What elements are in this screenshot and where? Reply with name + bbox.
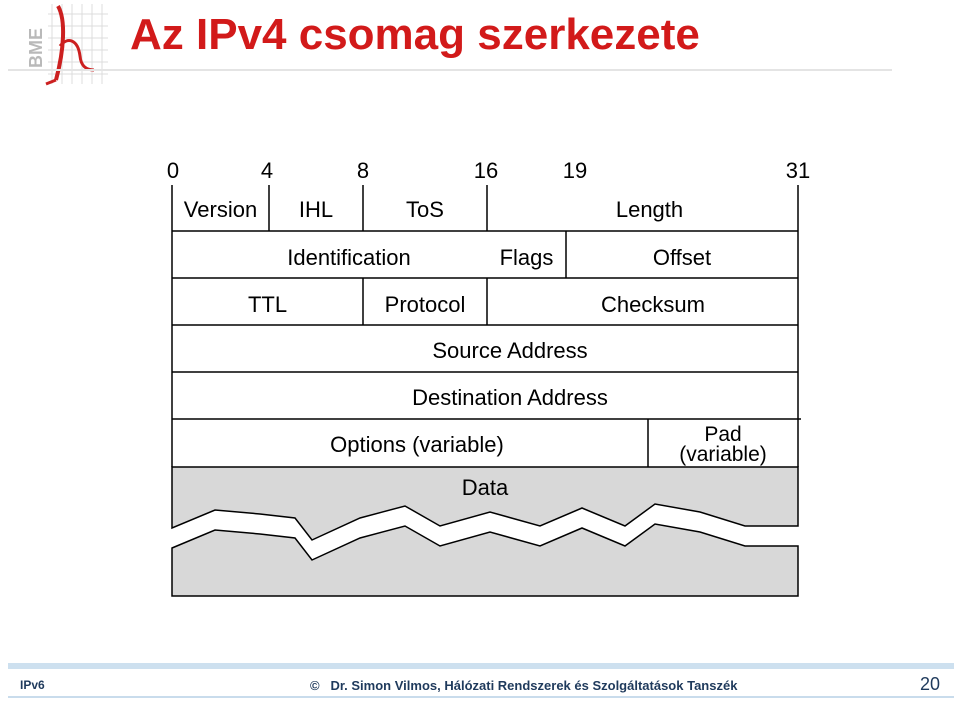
field-ihl: IHL xyxy=(298,196,334,222)
field-pad xyxy=(648,423,798,467)
field-offset: Offset xyxy=(652,245,712,270)
field-length: Length xyxy=(615,196,684,222)
bit-position-31: 31 xyxy=(785,158,811,183)
data-region-bottom xyxy=(172,524,798,596)
field-pad-line1: Pad xyxy=(704,423,742,446)
logo-text: BME xyxy=(26,28,46,68)
field-checksum: Checksum xyxy=(601,292,705,317)
field-options: Options (variable) xyxy=(330,432,504,457)
field-tos: ToS xyxy=(406,196,444,222)
field-version: Version xyxy=(183,196,258,222)
footer-author-text: Dr. Simon Vilmos, Hálózati Rendszerek és Szolgáltatások Tanszék xyxy=(330,678,738,693)
bit-position-0: 0 xyxy=(166,158,180,183)
field-ttl: TTL xyxy=(247,292,288,317)
field-data: Data xyxy=(461,475,509,500)
footer-band xyxy=(8,663,954,669)
field-pad-line2: (variable) xyxy=(679,443,767,466)
footer-rule xyxy=(8,696,954,698)
field-identification-label: Identification xyxy=(287,245,411,270)
page-number: 20 xyxy=(920,674,941,694)
bit-position-4: 4 xyxy=(260,158,274,183)
copyright-icon: © xyxy=(310,678,320,693)
field-source-address: Source Address xyxy=(432,338,588,363)
bit-position-16: 16 xyxy=(473,158,499,183)
page-title: Az IPv4 csomag szerkezete xyxy=(130,10,700,59)
footer-author xyxy=(310,678,737,693)
field-flags: Flags xyxy=(499,245,554,270)
field-destination-address: Destination Address xyxy=(412,385,608,410)
field-protocol: Protocol xyxy=(384,292,466,317)
footer-section-label: IPv6 xyxy=(20,678,45,692)
bit-position-8: 8 xyxy=(356,158,370,183)
bit-position-19: 19 xyxy=(562,158,588,183)
